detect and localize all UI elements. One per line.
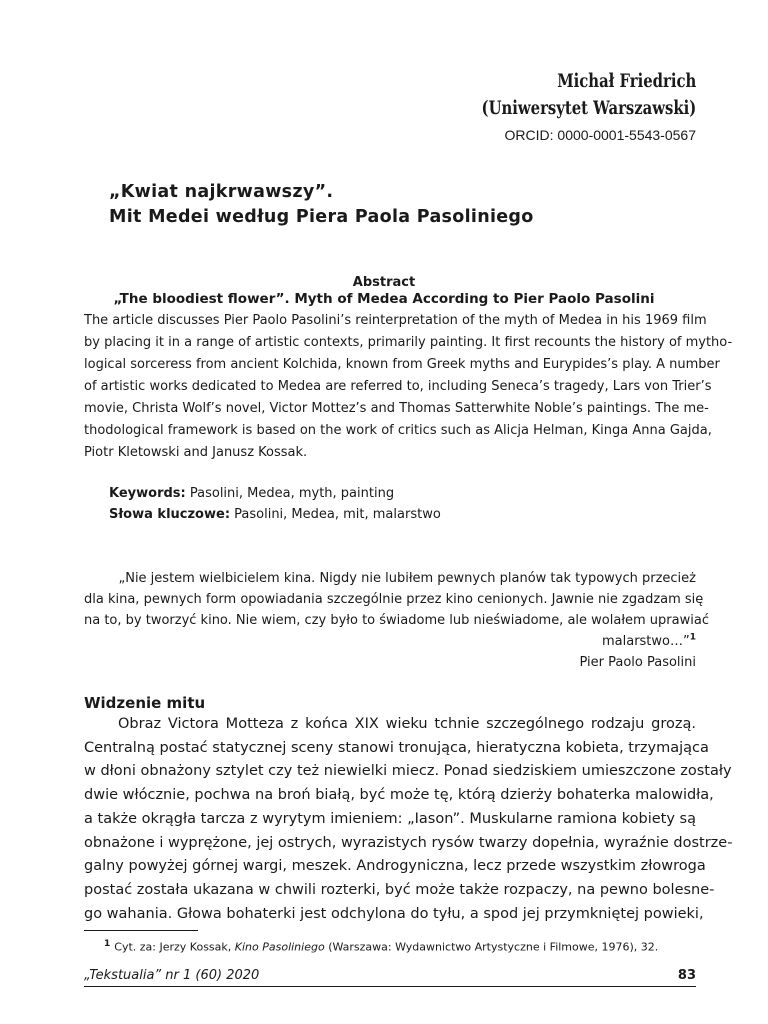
body-line: w dłoni obnażony sztylet czy też niewielki miecz. Ponad siedziskiem umieszczone zostały: [84, 763, 732, 780]
keywords-block: [109, 483, 441, 525]
keywords-en-label: Keywords:: [109, 486, 186, 501]
abstract-line: thodological framework is based on the work of critics such as Alicja Helman, Kinga Anna Gajda,: [84, 423, 712, 438]
abstract-line: The article discusses Pier Paolo Pasolini’s reinterpretation of the myth of Medea in his 1969 film: [84, 313, 707, 328]
body-line: obnażone i wyprężone, jej ostrych, wyrazistych rysów twarzy dopełnia, wyraźnie dostrze-: [84, 834, 733, 851]
body-line: galny powyżej górnej wargi, meszek. Androgyniczna, lecz przede wszystkim złowroga: [84, 858, 706, 875]
abstract-subtitle: „The bloodiest flower”. Myth of Medea According to Pier Paolo Pasolini: [113, 291, 655, 307]
section-body: [84, 713, 733, 926]
author-block: [421, 68, 696, 146]
footnote: [104, 936, 658, 956]
footer-divider: [84, 986, 696, 987]
abstract-line: movie, Christa Wolf’s novel, Victor Mottez’s and Thomas Satterwhite Noble’s paintings. The me-: [84, 401, 709, 416]
footnote-text-after: (Warszawa: Wydawnictwo Artystyczne i Filmowe, 1976), 32.: [324, 940, 659, 954]
body-line: Centralną postać statycznej sceny stanowi tronująca, hieratyczna kobieta, trzymająca: [84, 739, 709, 756]
footnote-book-title: Kino Pasoliniego: [234, 940, 325, 954]
footer-journal: „Tekstualia” nr 1 (60) 2020: [84, 968, 260, 983]
body-line: go wahania. Głowa bohaterki jest odchylona do tyłu, a spod jej przymkniętej powieki,: [84, 905, 704, 922]
keywords-en: [109, 483, 441, 504]
body-line: a także okrągła tarcza z wyrytym imieniem: „Iason”. Muskularne ramiona kobiety są: [84, 810, 696, 827]
footnote-divider: [84, 930, 198, 931]
abstract-line: by placing it in a range of artistic contexts, primarily painting. It first recounts the history of mytho-: [84, 335, 733, 350]
abstract-body: [84, 310, 733, 464]
title-line-1: „Kwiat najkrwawszy”.: [109, 182, 334, 202]
body-line: Obraz Victora Motteza z końca XIX wieku tchnie szczególnego rodzaju grozą.: [118, 716, 696, 732]
article-title: [109, 180, 534, 230]
abstract-line: Piotr Kletowski and Janusz Kossak.: [84, 445, 308, 460]
page-number: 83: [677, 968, 696, 983]
keywords-pl: [109, 504, 441, 525]
motto-quote: [84, 568, 709, 673]
body-line: postać została ukazana w chwili rozterki, być może także rozpaczy, na pewno bolesne-: [84, 881, 715, 898]
abstract-line: of artistic works dedicated to Medea are referred to, including Seneca’s tragedy, Lars von Trier’s: [84, 379, 712, 394]
keywords-en-value: Pasolini, Medea, myth, painting: [185, 486, 395, 501]
author-affiliation: (Uniwersytet Warszawski): [481, 97, 696, 119]
motto-line-last: [84, 631, 696, 652]
footnote-reference[interactable]: 1: [689, 632, 696, 643]
body-line: dwie włócznie, pochwa na broń białą, być może tę, którą dzierży bohaterka malowidła,: [84, 787, 714, 804]
footnote-text-before: Cyt. za: Jerzy Kossak,: [114, 940, 235, 954]
motto-line: „Nie jestem wielbicielem kina. Nigdy nie lubiłem pewnych planów tak typowych przecież: [118, 571, 696, 586]
abstract-heading: Abstract: [352, 275, 416, 290]
motto-attribution: Pier Paolo Pasolini: [579, 655, 696, 670]
footnote-number: 1: [104, 939, 111, 949]
motto-line: dla kina, pewnych form opowiadania szczególnie przez kino cenionych. Jawnie nie zgadzam się: [84, 592, 704, 607]
author-name: Michał Friedrich: [556, 70, 696, 92]
motto-line: malarstwo…”: [601, 634, 690, 649]
abstract-line: logical sorceress from ancient Kolchida, known from Greek myths and Eurypides’s play. A number: [84, 357, 720, 372]
title-line-2: Mit Medei według Piera Paola Pasoliniego: [109, 207, 534, 227]
keywords-pl-label: Słowa kluczowe:: [109, 507, 231, 522]
section-heading: Widzenie mitu: [84, 694, 206, 712]
author-orcid: ORCID: 0000-0001-5543-0567: [504, 127, 696, 143]
motto-line: na to, by tworzyć kino. Nie wiem, czy było to świadome lub nieświadome, ale wolałem uprawiać: [84, 613, 709, 628]
keywords-pl-value: Pasolini, Medea, mit, malarstwo: [230, 507, 441, 522]
